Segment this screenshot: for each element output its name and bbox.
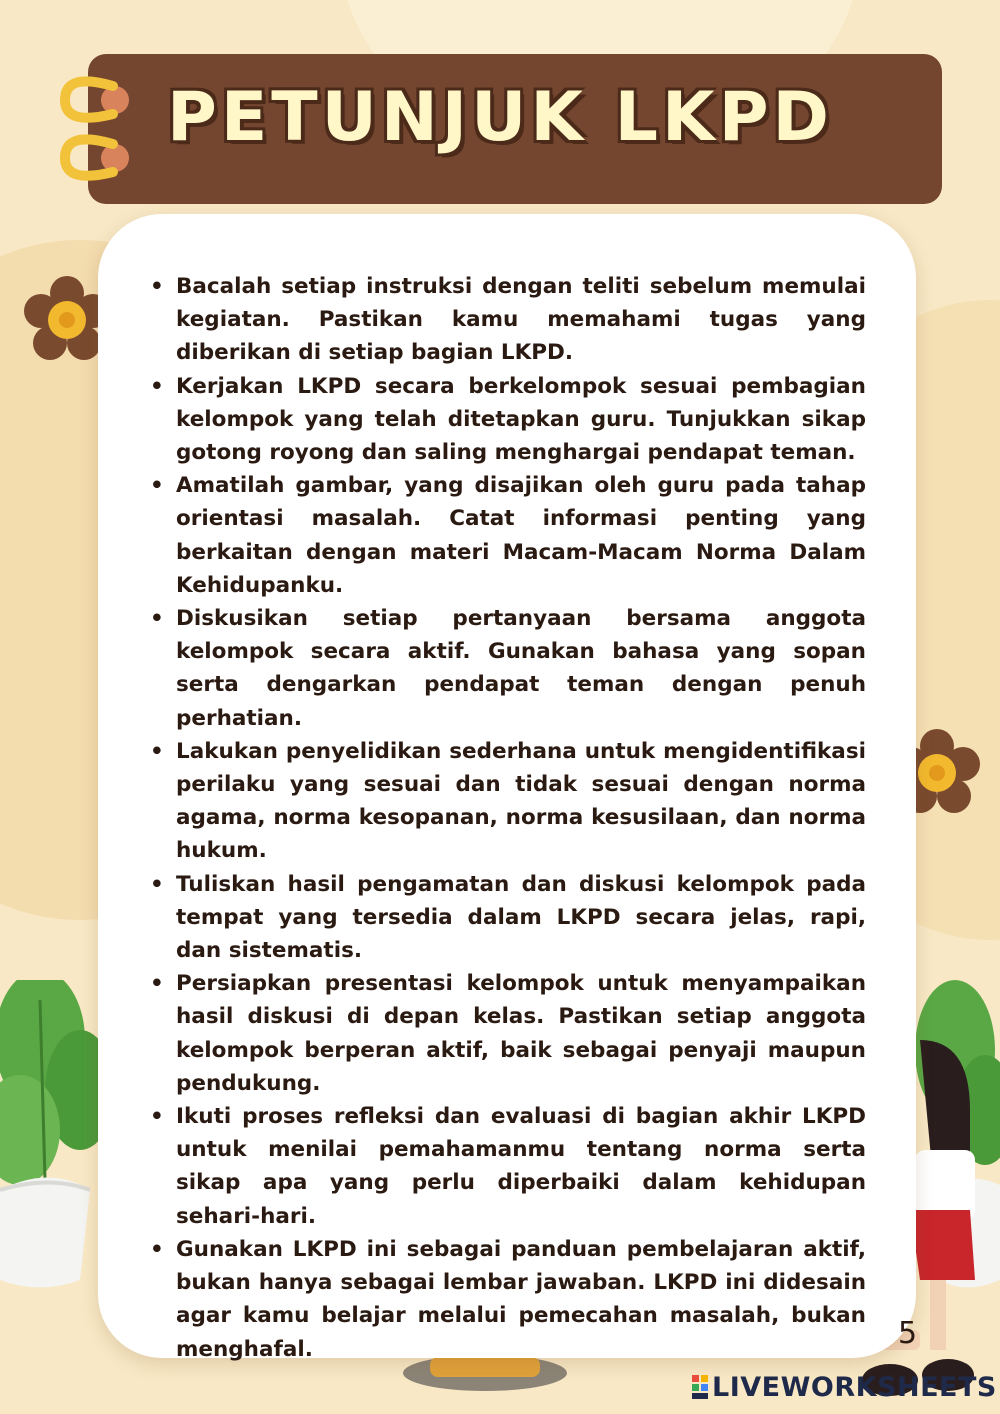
instruction-item: • Bacalah setiap instruksi dengan teliti sebelum memulai kegiatan. Pastikan kamu memahami tugas yang diberikan di setiap bagian LKPD. bbox=[148, 270, 866, 370]
page-number: 5 bbox=[898, 1316, 918, 1351]
instruction-item: • Diskusikan setiap pertanyaan bersama anggota kelompok secara aktif. Gunakan bahasa yang sopan serta dengarkan pendapat teman dengan penuh perhatian. bbox=[148, 602, 866, 735]
instruction-item: • Ikuti proses refleksi dan evaluasi di bagian akhir LKPD untuk menilai pemahamanmu tentang norma serta sikap apa yang perlu diperbaiki dalam kehidupan sehari-hari. bbox=[148, 1100, 866, 1233]
instruction-item: • Kerjakan LKPD secara berkelompok sesuai pembagian kelompok yang telah ditetapkan guru. Tunjukkan sikap gotong royong dan saling menghargai pendapat teman. bbox=[148, 370, 866, 470]
instructions-list bbox=[148, 270, 866, 1366]
instruction-item: • Lakukan penyelidikan sederhana untuk mengidentifikasi perilaku yang sesuai dan tidak sesuai dengan norma agama, norma kesopanan, norma kesusilaan, dan norma hukum. bbox=[148, 735, 866, 868]
instruction-item: • Persiapkan presentasi kelompok untuk menyampaikan hasil diskusi di depan kelas. Pastikan setiap anggota kelompok berperan aktif, baik sebagai penyaji maupun pendukung. bbox=[148, 967, 866, 1100]
instruction-item: • Gunakan LKPD ini sebagai panduan pembelajaran aktif, bukan hanya sebagai lembar jawaban. LKPD ini didesain agar kamu belajar melalui pemecahan masalah, bukan menghafal. bbox=[148, 1233, 866, 1366]
binder-ring-icon bbox=[55, 130, 135, 190]
page-title: PETUNJUK LKPD bbox=[167, 78, 833, 157]
plant-icon bbox=[0, 980, 110, 1300]
instruction-item: • Tuliskan hasil pengamatan dan diskusi kelompok pada tempat yang tersedia dalam LKPD secara jelas, rapi, dan sistematis. bbox=[148, 868, 866, 968]
watermark-text: LIVEWORKSHEETS bbox=[712, 1372, 997, 1403]
binder-ring-icon bbox=[55, 72, 135, 132]
liveworksheets-logo-icon bbox=[692, 1375, 708, 1399]
liveworksheets-watermark[interactable] bbox=[692, 1372, 997, 1403]
instruction-item: • Amatilah gambar, yang disajikan oleh guru pada tahap orientasi masalah. Catat informasi penting yang berkaitan dengan materi Macam-Macam Norma Dalam Kehidupanku. bbox=[148, 469, 866, 602]
